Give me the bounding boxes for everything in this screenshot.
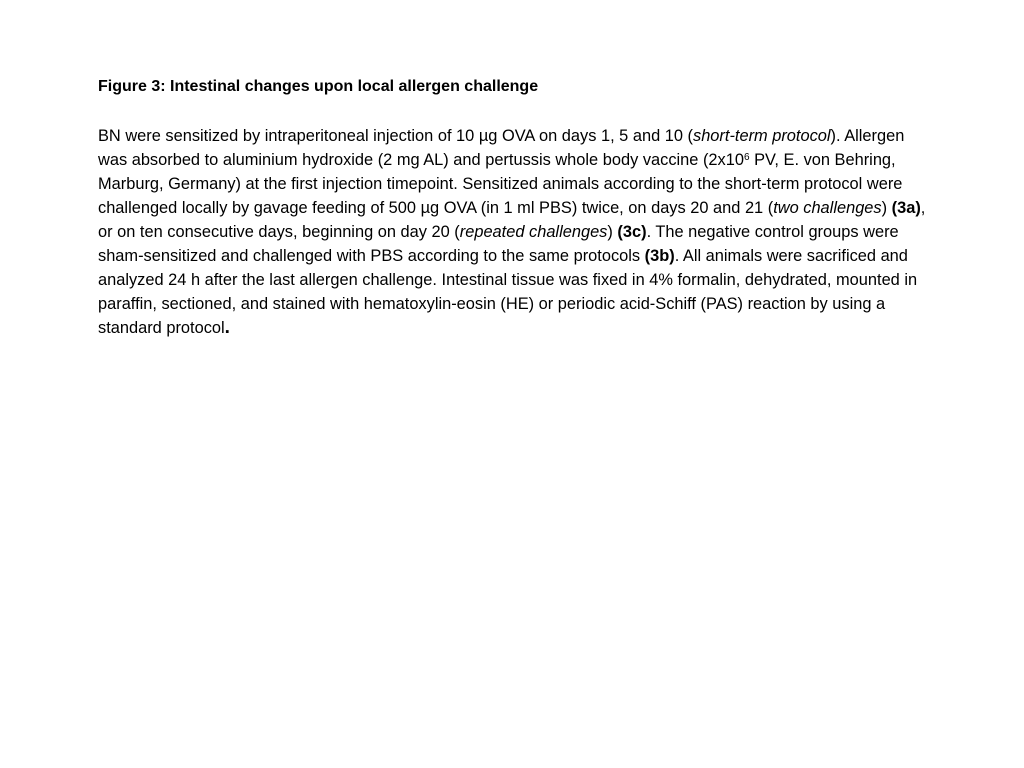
caption-text: , or on ten consecutive days, beginning on day 20 ( xyxy=(98,199,926,241)
caption-final-period: . xyxy=(224,317,230,338)
caption-text: ) xyxy=(881,199,892,217)
caption-text: BN were sensitized by intraperitoneal injection of 10 µg OVA on days 1, 5 and 10 ( xyxy=(98,127,693,145)
caption-italic-short-term-protocol: short-term protocol xyxy=(693,127,831,145)
panel-ref-3b: (3b) xyxy=(644,247,675,265)
figure-title: Figure 3: Intestinal changes upon local allergen challenge xyxy=(98,78,539,95)
caption-italic-two-challenges: two challenges xyxy=(773,199,882,217)
caption-text: . All animals were sacrificed and analyzed 24 h after the last allergen challenge. Intestinal tissue was fixed in 4% formalin, dehydrated, mounted in paraffin, sectioned, and stained with hematoxylin-eosin (HE) or periodic acid-Schiff (PAS) reaction by using a standard protocol xyxy=(98,247,918,337)
caption-text: . The negative control groups were sham-sensitized and challenged with PBS according to the same protocols xyxy=(98,223,899,265)
caption-text: ) xyxy=(607,223,618,241)
caption-text: ). Allergen was absorbed to aluminium hydroxide (2 mg AL) and pertussis whole body vaccine (2x10 xyxy=(98,127,905,169)
panel-ref-3c: (3c) xyxy=(617,223,647,241)
panel-ref-3a: (3a) xyxy=(891,199,921,217)
slide-content xyxy=(98,76,938,340)
caption-superscript: 6 xyxy=(743,152,750,163)
caption-italic-repeated-challenges: repeated challenges xyxy=(459,223,608,241)
figure-caption xyxy=(98,124,938,340)
caption-text: PV, E. von Behring, Marburg, Germany) at the first injection timepoint. Sensitized animals according to the short-term protocol were challenged locally by gavage feeding of 500 µg OVA (in 1 ml PBS) twice, on days 20 and 21 ( xyxy=(98,151,903,217)
